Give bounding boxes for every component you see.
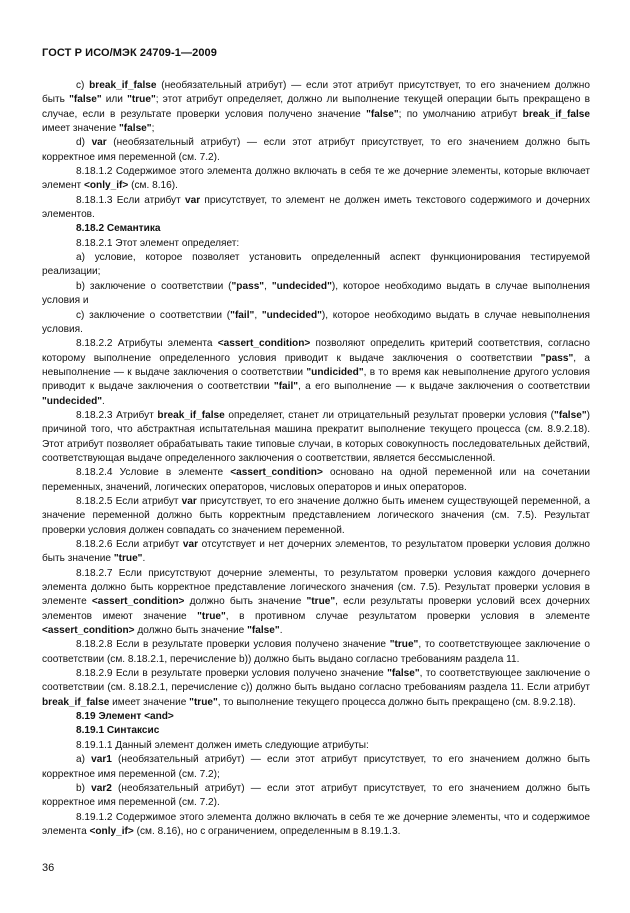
text-run: (см. 8.16), но с ограничением, определенным в 8.19.1.3.	[133, 825, 401, 837]
paragraph	[42, 136, 590, 165]
text-run: 8.19.1.2 Содержимое этого элемента должно включать в себя те же дочерние элементы, что и содержимое элемента	[42, 811, 590, 837]
paragraph	[42, 251, 590, 280]
text-run: ), которое необходимо выдать в случае невыполнения условия.	[42, 309, 591, 335]
text-run: , в противном случае результатом проверки условия в элементе	[225, 610, 590, 622]
text-run: ;	[151, 123, 155, 135]
text-run: ; по умолчанию атрибут	[398, 108, 523, 120]
text-run: основано на одной переменной или на сочетании переменных, значений, логических операторов, числовых операторов и иных операторов.	[42, 467, 590, 493]
section-heading	[42, 222, 590, 236]
bold-term: "undecided"	[42, 395, 103, 407]
bold-term: "false"	[69, 94, 102, 106]
bold-term: break_if_false	[157, 409, 225, 421]
text-run: , в то время как невыполнение другого условия приводит к выдаче заключения о соответствии	[42, 366, 590, 393]
text-run: 8.18.2.5 Если атрибут	[76, 495, 182, 507]
bold-term: 8.18.2 Семантика	[76, 223, 161, 235]
text-run: должно быть значение	[184, 596, 307, 608]
text-run: ,	[254, 309, 262, 321]
text-run: .	[142, 553, 146, 565]
bold-term: "undecided"	[261, 309, 322, 321]
page-header: ГОСТ Р ИСО/МЭК 24709-1—2009	[42, 47, 217, 59]
text-run: определяет, станет ли отрицательный результат проверки условия (	[224, 409, 555, 421]
text-run: должно быть значение	[134, 625, 248, 637]
text-run: a)	[76, 754, 92, 766]
bold-term: 8.19 Элемент <and>	[76, 711, 174, 723]
bold-term: "true"	[306, 596, 336, 608]
bold-term: "undecided"	[271, 280, 332, 292]
bold-term: break_if_false	[522, 108, 590, 120]
bold-term: var	[181, 495, 197, 507]
paragraph	[42, 280, 590, 309]
text-run: , то соответствующее заключение о соответствии (см. 8.18.2.1, перечисление b)) должно быть выдано согласно требованиям раздела 11.	[42, 639, 591, 665]
text-run: 8.18.2.3 Атрибут	[76, 409, 158, 421]
paragraph	[42, 667, 590, 710]
paragraph	[42, 237, 590, 251]
text-run: 8.19.1.1 Данный элемент должен иметь следующие атрибуты:	[76, 739, 369, 751]
paragraph	[42, 567, 590, 639]
text-run: ; этот атрибут определяет, должно ли выполнение текущей операции быть прекращено в случае, если в результате проверки условия получено значение	[42, 94, 590, 120]
paragraph	[42, 409, 590, 466]
text-run: отсутствует и нет дочерних элементов, то результатом проверки условия должно быть значение	[42, 539, 591, 565]
bold-term: "true"	[113, 553, 143, 565]
text-run: позволяют определить критерий соответствия, согласно которому выполнение определенного условия приводит к выдаче заключения о соответствии	[42, 338, 591, 364]
bold-term: break_if_false	[89, 80, 157, 91]
paragraph	[42, 638, 590, 667]
section-heading	[42, 710, 590, 724]
text-run: 8.18.1.2 Содержимое этого элемента должно включать в себя те же дочерние элементы, которые включает элемент	[42, 166, 590, 192]
text-run: имеет значение	[109, 696, 190, 708]
bold-term: "false"	[554, 409, 587, 421]
text-run: (необязательный атрибут) — если этот атрибут присутствует, то его значением должно быть корректное имя переменной (см. 7.2).	[42, 782, 591, 809]
text-run: присутствует, то элемент не должен иметь текстового содержимого и дочерних элементов.	[42, 194, 590, 221]
paragraph	[42, 538, 590, 567]
paragraph	[42, 739, 590, 753]
text-run: (см. 8.16).	[128, 180, 178, 192]
bold-term: var	[185, 194, 201, 206]
bold-term: var1	[91, 754, 112, 766]
text-run: имеет значение	[42, 123, 119, 135]
paragraph	[42, 495, 590, 538]
bold-term: "false"	[387, 668, 420, 680]
bold-term: <assert_condition>	[42, 625, 135, 637]
bold-term: 8.19.1 Синтаксис	[76, 725, 160, 737]
text-run: (необязательный атрибут) — если этот атрибут присутствует, то его значением должно быть корректное имя переменной (см. 7.2).	[42, 137, 591, 163]
text-run: ,	[264, 280, 272, 292]
paragraph	[42, 79, 590, 136]
paragraph	[42, 337, 590, 409]
bold-term: "pass"	[540, 352, 574, 364]
text-run: 8.18.2.6 Если атрибут	[76, 539, 183, 550]
bold-term: var	[182, 539, 199, 550]
text-run: 8.18.2.2 Атрибуты элемента	[76, 338, 218, 350]
text-run: (необязательный атрибут) — если этот атрибут присутствует, то его значением должно быть	[42, 80, 590, 106]
text-run: 8.18.2.8 Если в результате проверки условия получено значение	[76, 639, 390, 651]
text-run: 8.18.1.3 Если атрибут	[76, 194, 185, 206]
text-run: 8.18.2.9 Если в результате проверки условия получено значение	[76, 668, 388, 680]
bold-term: <assert_condition>	[91, 596, 185, 608]
paragraph	[42, 165, 590, 194]
bold-term: <assert_condition>	[230, 467, 323, 479]
bold-term: "false"	[119, 123, 152, 135]
paragraph	[42, 194, 590, 223]
bold-term: "false"	[247, 625, 280, 637]
page-number: 36	[42, 862, 55, 874]
paragraph	[42, 309, 590, 338]
text-run: , а невыполнение — к выдаче заключения о соответствии	[42, 352, 590, 378]
text-run: присутствует, то его значение должно быть именем существующей переменной, а значение переменной должно быть корректным представлением логического значения (см. 7.5). Результат проверки условия должен совпадать со значением переменной.	[42, 495, 591, 536]
bold-term: "true"	[127, 94, 156, 106]
bold-term: "fail"	[273, 381, 299, 393]
text-run: , а его выполнение — к выдаче заключения о соответствии	[298, 381, 590, 393]
paragraph	[42, 466, 590, 495]
text-run: , если результаты проверки условий всех дочерних элементов имеют значение	[42, 596, 590, 622]
bold-term: var2	[91, 782, 112, 794]
bold-term: "true"	[189, 696, 218, 708]
text-run: 8.18.2.4 Условие в элементе	[76, 467, 231, 479]
bold-term: break_if_false	[42, 696, 110, 708]
text-run: , то выполнение текущего процесса должно быть прекращено (см. 8.9.2.18).	[217, 696, 576, 708]
text-run: b)	[76, 782, 92, 794]
text-run: a) условие, которое позволяет установить определенный аспект функционирования тестируемой реализации;	[42, 252, 590, 278]
bold-term: "false"	[366, 108, 399, 120]
text-run: или	[101, 94, 128, 106]
section-heading	[42, 724, 590, 738]
text-run: b) заключение о соответствии (	[76, 280, 232, 292]
bold-term: "true"	[197, 610, 226, 622]
text-run: .	[102, 395, 105, 407]
bold-term: "fail"	[230, 309, 255, 321]
paragraph	[42, 811, 590, 840]
paragraph	[42, 782, 590, 811]
bold-term: "undicided"	[306, 366, 364, 378]
text-run: ) причиной того, что абстрактная испытательная машина прекратит выполнение текущего процесса (см. 8.9.2.18). Этот атрибут позволяет обрабатывать такие типовые случаи, в которых совокупность последовательных действий, соответствующая выдаче определенного заключения о соответствии, является бессмысленной.	[42, 409, 590, 464]
paragraph	[42, 753, 590, 782]
text-run: ), которое необходимо выдать в случае выполнения условия и	[42, 280, 590, 307]
bold-term: "pass"	[231, 280, 265, 292]
text-run: (необязательный атрибут) — если этот атрибут присутствует, то его значением должно быть корректное имя переменной (см. 7.2);	[42, 754, 591, 780]
text-run: , то соответствующее заключение о соответствии (см. 8.18.2.1, перечисление c)) должно быть выдано согласно требованиям раздела 11. Если атрибут	[42, 668, 591, 694]
bold-term: <assert_condition>	[217, 338, 311, 350]
bold-term: <only_if>	[84, 180, 129, 192]
text-run: .	[279, 625, 283, 637]
page-body	[42, 79, 590, 839]
bold-term: "true"	[389, 639, 419, 651]
text-run: 8.18.2.1 Этот элемент определяет:	[76, 237, 240, 249]
text-run: c)	[76, 80, 90, 91]
text-run: c) заключение о соответствии (	[76, 309, 231, 321]
bold-term: <only_if>	[89, 825, 134, 837]
text-run: d)	[76, 137, 92, 149]
text-run: 8.18.2.7 Если присутствуют дочерние элементы, то результатом проверки условия каждого дочернего элемента должно быть корректное представление логического значения (см. 7.5). Результат проверки условия в элементе	[42, 567, 590, 608]
bold-term: var	[91, 137, 107, 149]
